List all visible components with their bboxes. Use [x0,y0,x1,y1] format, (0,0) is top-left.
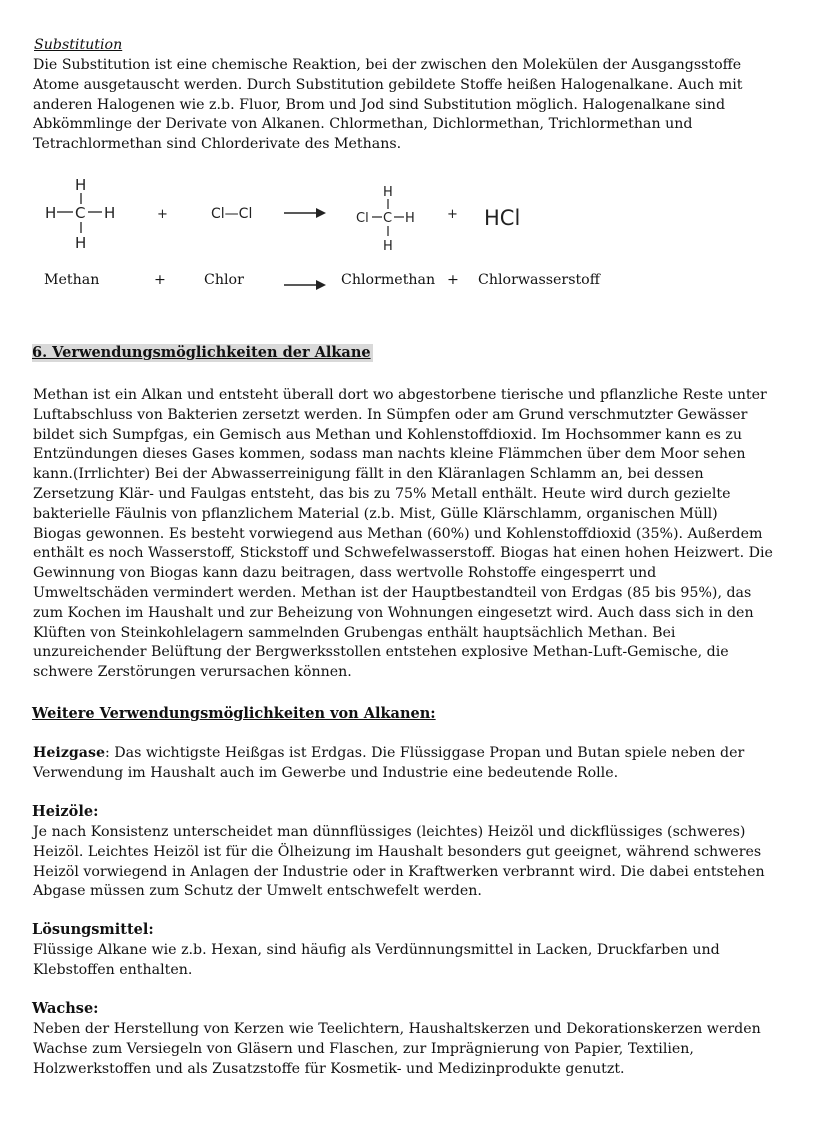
plus-sign-2: + [447,207,458,222]
text-line: Holzwerkstoffen und als Zusatzstoffe für Kosmetik- und Medizinprodukte genutzt. [33,1060,625,1077]
heizoele-paragraph [33,823,803,902]
section-6-paragraph [33,386,803,683]
chloromethane-h-bottom: H [383,239,393,254]
text-line: Heizöl vorwiegend in Anlagen der Industrie oder in Kraftwerken verbrannt wird. Die dabei entstehen [33,863,765,880]
label-chloromethane: Chlormethan [341,272,436,288]
text-line: Atome ausgetauscht werden. Durch Substitution gebildete Stoffe heißen Halogenalkane. Auch mit [33,76,743,93]
text-line: schwere Zerstörungen verursachen können. [33,664,352,681]
loesungsmittel-heading: Lösungsmittel: [32,921,154,938]
methane-structure [45,176,115,252]
text-line: Umweltschäden vermindert werden. Methan ist der Hauptbestandteil von Erdgas (85 bis 95%), das [33,584,752,601]
further-uses-heading: Weitere Verwendungsmöglichkeiten von Alkanen: [32,705,436,722]
chloromethane-h-right: H [405,211,415,226]
text-line: Zersetzung Klär- und Faulgas entsteht, das bis zu 75% Metall enthält. Heute wird durch gezielte [33,485,731,502]
label-methane: Methan [44,272,100,288]
word-equation-arrow [284,280,326,290]
text-line: Biogas gewonnen. Es besteht vorwiegend aus Methan (60%) und Kohlenstoffdioxid (35%). Außerdem [33,525,763,542]
section-6-heading: 6. Verwendungsmöglichkeiten der Alkane [32,344,371,361]
text-line [33,744,803,764]
plus-sign-1: + [157,207,168,222]
text-line: Je nach Konsistenz unterscheidet man dünnflüssiges (leichtes) Heizöl und dickflüssiges (schweres) [33,824,746,840]
text-line: anderen Halogenen wie z.b. Fluor, Brom und Jod sind Substitution möglich. Halogenalkane sind [33,96,726,113]
chloromethane-c: C [383,211,393,226]
methane-h-left: H [45,204,57,222]
methane-c: C [75,204,86,222]
text-line: Luftabschluss von Bakterien zersetzt werden. In Sümpfen oder am Grund verschmutzter Gewässer [33,406,748,423]
text-line: kann.(Irrlichter) Bei der Abwasserreinigung fällt in den Kläranlagen Schlamm an, bei dessen [33,466,704,483]
chloromethane-cl: Cl [356,211,369,226]
chloromethane-h-top: H [383,185,393,200]
text-line: Die Substitution ist eine chemische Reaktion, bei der zwischen den Molekülen der Ausgangsstoffe [33,57,742,73]
heizoele-heading: Heizöle: [32,803,99,820]
text-line: Abkömmlinge der Derivate von Alkanen. Chlormethan, Dichlormethan, Trichlormethan und [33,116,693,133]
label-hydrogen-chloride: Chlorwasserstoff [478,272,600,288]
loesungsmittel-paragraph [33,941,803,981]
text-line: Entzündungen dieses Gases kommen, sodass man nachts kleine Flämmchen über dem Moor sehen [33,446,746,463]
chlorine-molecule: Cl—Cl [211,206,253,222]
chloromethane-structure [356,185,415,254]
text-line: Heizöl. Leichtes Heizöl ist für die Ölheizung im Haushalt besonders gut geeignet, während schweres [33,843,762,860]
text-line: unzureichender Belüftung der Bergwerksstollen entstehen explosive Methan-Luft-Gemische, die [33,644,729,661]
text-line: Klüften von Steinkohlelagern sammelnden Grubengas enthält hauptsächlich Methan. Bei [33,624,676,641]
label-plus-1: + [154,272,166,288]
text-line: Gewinnung von Biogas kann dazu beitragen, dass wertvolle Rohstoffe eingesperrt und [33,565,657,582]
text-line: Neben der Herstellung von Kerzen wie Teelichtern, Haushaltskerzen und Dekorationskerzen werden [33,1021,761,1037]
wachse-paragraph [33,1020,803,1079]
text-line: enthält es noch Wasserstoff, Stickstoff und Schwefelwasserstoff. Biogas hat einen hohen Heizwert. Die [33,545,773,562]
methane-h-top: H [75,176,87,194]
label-plus-2: + [447,272,459,288]
text-line: bakterielle Fäulnis von pflanzlichem Material (z.b. Mist, Gülle Klärschlamm, organischen Müll) [33,505,718,522]
text-line: Flüssige Alkane wie z.b. Hexan, sind häufig als Verdünnungsmittel in Lacken, Druckfarben und [33,942,720,958]
text-line: bildet sich Sumpfgas, ein Gemisch aus Methan und Kohlenstoffdioxid. Im Hochsommer kann es zu [33,426,743,443]
text-line: Verwendung im Haushalt auch im Gewerbe und Industrie eine bedeutende Rolle. [33,764,619,781]
heizgase-text: : Das wichtigste Heißgas ist Erdgas. Die Flüssiggase Propan und Butan spiele neben der [105,745,745,761]
text-line: Methan ist ein Alkan und entsteht überall dort wo abgestorbene tierische und pflanzliche Reste unter [33,387,767,403]
reaction-arrow [284,208,326,218]
text-line: Abgase müssen zum Schutz der Umwelt entschwefelt werden. [33,883,482,900]
text-line: Wachse zum Versiegeln von Gläsern und Flaschen, zur Imprägnierung von Papier, Textilien, [33,1040,694,1057]
heizgase-paragraph [33,744,803,784]
methane-h-bottom: H [75,234,87,252]
substitution-heading: Substitution [34,37,123,53]
hcl-molecule: HCl [484,206,521,230]
heizgase-label: Heizgase [33,745,106,761]
wachse-heading: Wachse: [32,1000,99,1017]
reaction-equation-diagram [0,0,828,300]
text-line: Klebstoffen enthalten. [33,961,193,978]
label-chlorine: Chlor [204,272,244,288]
text-line: Tetrachlormethan sind Chlorderivate des Methans. [33,136,402,153]
text-line: zum Kochen im Haushalt und zur Beheizung von Wohnungen eingesetzt wird. Auch dass sich in den [33,604,754,621]
methane-h-right: H [104,204,116,222]
